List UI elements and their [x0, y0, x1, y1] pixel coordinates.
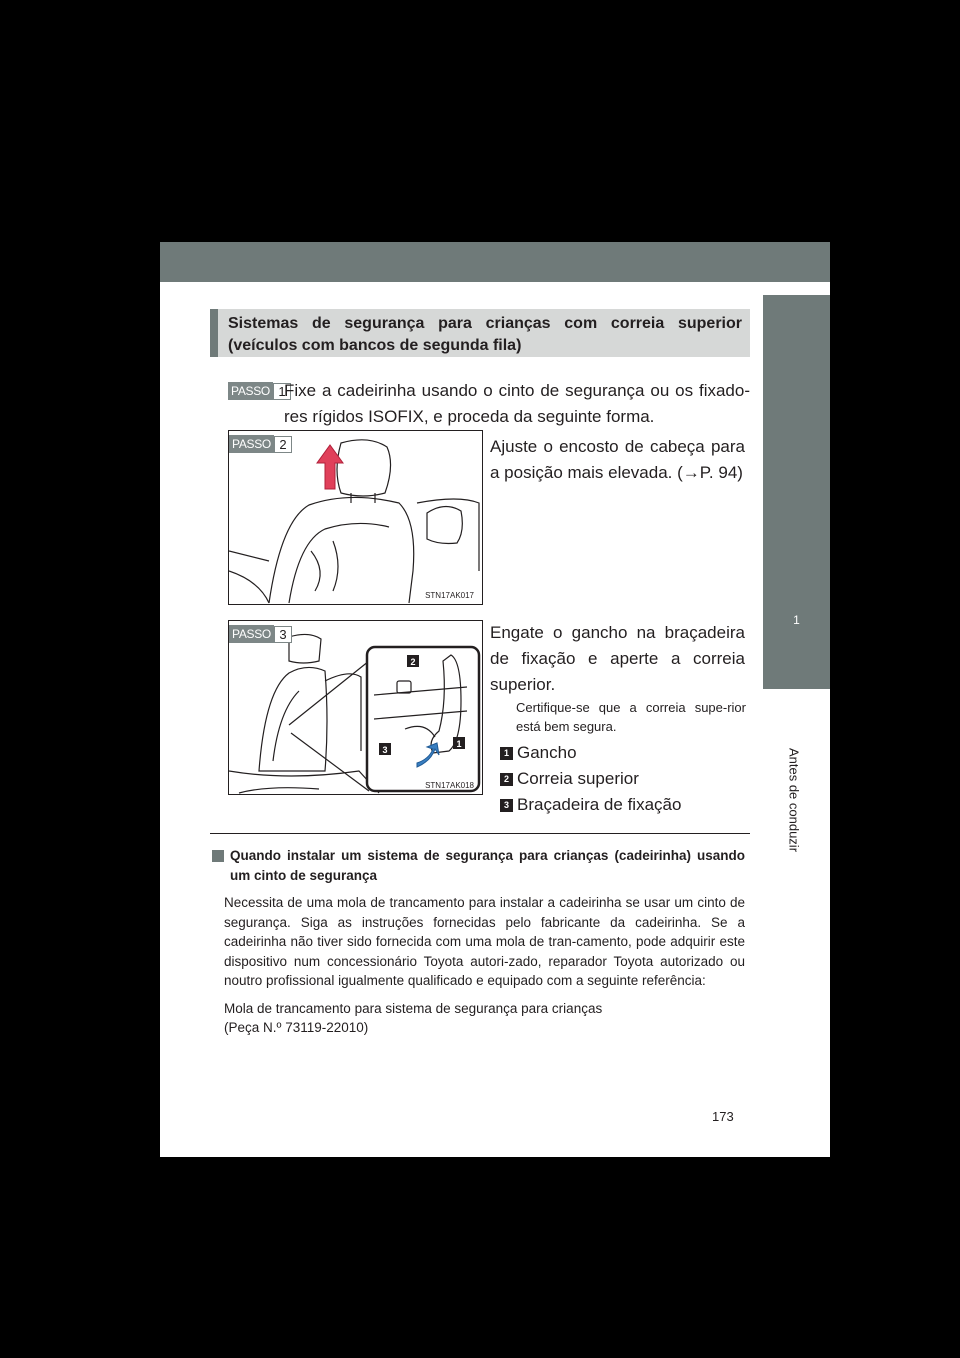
step-1-badge [228, 382, 291, 400]
square-bullet-icon [212, 850, 224, 862]
section-divider [210, 833, 750, 834]
headrest-illustration [229, 431, 482, 604]
legend-label: Braçadeira de fixação [517, 795, 682, 814]
step-2-text: Ajuste o encosto de cabeça para a posição mais elevada. (→P. 94) [490, 437, 745, 482]
chapter-number-block [763, 295, 830, 689]
info-heading-row [210, 846, 745, 885]
svg-text:2: 2 [410, 657, 416, 667]
detail-callout [367, 647, 479, 791]
step-2-badge [229, 435, 292, 453]
svg-text:1: 1 [456, 739, 462, 749]
step-badge-number: 1 [273, 383, 291, 400]
header-band [160, 242, 830, 282]
chapter-number: 1 [793, 613, 800, 627]
figure-legend [500, 740, 681, 818]
legend-label: Gancho [517, 743, 577, 762]
headrest-figure [228, 430, 483, 605]
part-reference-line-2: (Peça N.º 73119-22010) [224, 1020, 369, 1035]
legend-item [500, 792, 681, 818]
legend-label: Correia superior [517, 769, 639, 788]
section-title: Sistemas de segurança para crianças com correia superior (veículos com bancos de segunda fila) [210, 309, 750, 357]
chapter-side-tab [755, 295, 830, 1157]
tether-illustration [229, 621, 482, 794]
step-badge-word: PASSO [228, 382, 273, 400]
legend-number-1: 1 [500, 747, 513, 760]
info-body: Necessita de uma mola de trancamento para instalar a cadeirinha se usar um cinto de segurança. Siga as instruções fornecidas pelo fabricante da cadeirinha. Se a cadeirinha não tiver sido fornecida com uma mola de tran-camento, pode adquirir este dispositivo num concessionário Toyota autori-zado, reparador Toyota autorizado ou noutro profissional igualmente qualificado e equipado com a seguinte referência: [224, 895, 745, 988]
chapter-label-container [779, 715, 809, 885]
manual-page [160, 242, 830, 1157]
svg-text:3: 3 [382, 745, 388, 755]
legend-number-2: 2 [500, 773, 513, 786]
step-badge-number: 2 [274, 436, 292, 453]
tether-figure [228, 620, 483, 795]
chapter-label: Antes de conduzir [786, 747, 802, 853]
step-1-text: Fixe a cadeirinha usando o cinto de segurança ou os fixado-res rígidos ISOFIX, e proceda da seguinte forma. [284, 381, 750, 426]
step-badge-word: PASSO [229, 435, 274, 453]
figure-code: STN17AK017 [425, 591, 474, 600]
part-reference [224, 999, 745, 1038]
info-section [210, 846, 745, 1038]
figure-code: STN17AK018 [425, 781, 474, 790]
page-number: 173 [712, 1109, 734, 1124]
step-3-text: Engate o gancho na braçadeira de fixação e aperte a correia superior. [490, 623, 745, 694]
step-badge-word: PASSO [229, 625, 274, 643]
legend-item [500, 766, 681, 792]
info-heading: Quando instalar um sistema de segurança para crianças (cadeirinha) usando um cinto de segurança [230, 848, 745, 883]
legend-item [500, 740, 681, 766]
step-3-note: Certifique-se que a correia supe-rior está bem segura. [516, 700, 746, 734]
part-reference-line-1: Mola de trancamento para sistema de segurança para crianças [224, 1000, 603, 1016]
legend-number-3: 3 [500, 799, 513, 812]
step-badge-number: 3 [274, 626, 292, 643]
step-3-badge [229, 625, 292, 643]
